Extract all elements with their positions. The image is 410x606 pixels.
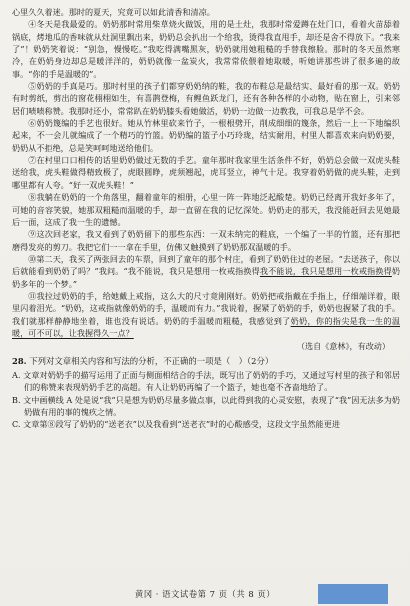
passage-paragraph-5: ⑤奶奶的手真是巧。那时村里的孩子们都穿奶奶纳的鞋，我的布鞋总是最结实、最好看的那一双。奶奶有时剪纸，剪出的窗花栩栩如生，有喜鹊登梅，有鲤鱼跃龙门，还有各种各样的小动物，贴在窗上，引来邻居们啧啧称赞。我那时还小，常常趴在奶奶膝头看她做活，奶奶一边做一边教我，可我总是学不会。: [12, 81, 400, 116]
paragraph-10-tail: 奶奶多年的一个梦。”: [12, 266, 400, 289]
passage-source: （选自《意林》，有改动）: [296, 341, 390, 352]
option-a: A. 文章对奶奶手的描写运用了正面与侧面相结合的手法，既写出了奶奶的手巧，又通过写村里的孩子和邻居们的称赞来表现奶奶手艺的高超。有人让奶奶再编了一个篮子，她也毫不吝啬地给了。: [12, 369, 400, 393]
option-b: B. 文中画横线 A 处是说“我”只是想为奶奶尽量多做点事，以此得到我的心灵安慰，表现了“我”因无法多为奶奶做有用的事的愧疚之情。: [12, 394, 400, 417]
passage-paragraph-6: ⑥奶奶篾编的手艺也很好。她从竹林里砍来竹子，一根根劈开，削成细细的篾条，然后一上一下地编织起来，不一会儿就编成了一个精巧的竹篮。奶奶编的篮子小巧玲珑，结实耐用，村里人都喜欢来向奶奶要，奶奶从不拒绝，总是笑呵呵地送给他们。: [12, 118, 400, 153]
underlined-sentence-b: 奶奶，你的指尖是我一生的温暖，可不可以，让我握得久一点？: [12, 315, 400, 338]
paragraph-11-text: ⑪我拉过奶奶的手，给她戴上戒指，这么大的尺寸竟刚刚好。奶奶把戒指戴在手指上，仔细端详着，眼里闪着泪光。“奶奶，这戒指就像奶奶的手，温暖而有力。”我说着，握紧了奶奶的手，奶奶也握紧了我的手。我们就那样静静地坐着，谁也没有说话。奶奶的手温暖而粗糙，我感觉到了: [12, 290, 400, 326]
question-number: 28.: [12, 356, 27, 367]
option-c: C. 文章第⑧段写了奶奶的“送老衣”以及我看到“送老衣”时的心酸感受，这段文字虽然能更进: [12, 419, 340, 430]
passage-paragraph-10: [12, 253, 400, 290]
underlined-sentence-a: 我不能说，我只是想用一枚戒指换得: [259, 266, 392, 277]
passage-paragraph-9: ⑨这次回老家，我又看到了奶奶留下的那些东西：一双未纳完的鞋底，一个编了一半的竹篮，还有那把磨得发亮的剪刀。我把它们一一拿在手里，仿佛又触摸到了奶奶那双温暖的手。: [12, 229, 400, 252]
question-28: [12, 355, 400, 369]
page-footer: 黄冈 · 语文试卷第 7 页（共 8 页）: [134, 589, 276, 599]
passage-paragraph-4: ④冬天是我最爱的。奶奶那时常用柴草烧火做饭，用的是土灶，我那时常爱蹲在灶门口，看着火苗舔着锅底，烤地瓜的香味就从灶洞里飘出来，奶奶总会扒出一个给我，烫得我直甩手，却还是舍不得放下。“我来了”！奶奶笑着说：“别急，慢慢吃。”我吃得满嘴黑灰，奶奶就用她粗糙的手替我擦脸。那时的冬天虽然寒冷，在奶奶身边却总是暖洋洋的，奶奶就像一盆炭火，我常常依偎着她取暖，听她讲那些讲了很多遍的故事。“你的手是温暖的”。: [12, 19, 400, 79]
passage-paragraph-11: [12, 290, 400, 339]
question-stem: 下列对文章相关内容和写法的分析，不正确的一项是（ ）（2分）: [29, 356, 274, 367]
blue-overlay-box: [318, 584, 388, 604]
passage-paragraph-8: ⑧我躺在奶奶的一个角落里，翻着童年的相册，心里一阵一阵地泛起酸楚。奶奶已经离开我好多年了，可她的音容笑貌，她那双粗糙而温暖的手，却一直留在我的记忆深处。奶奶走的那天，我没能赶回去见她最后一面，这成了我一生的遗憾。: [12, 192, 400, 227]
paragraph-10-text: ⑩第二天，我买了两张回去的车票，回到了童年的那个村庄，看到了奶奶住过的老屋。“去送孩子，你以后就能看到奶奶了吗？”我问。“我不能说，我只是想用一枚戒指换得: [12, 253, 400, 277]
passage-paragraph-0: 心里久久着迷。那时的夏天，究竟可以如此清香和清凉。: [12, 7, 215, 17]
passage-paragraph-7: ⑦在村里口口相传的话里奶奶做过无数的手艺。童年那时我家里生活条件不好，奶奶总会做一双虎头鞋送给我，虎头鞋做得精致极了，虎眼圆睁，虎须翘起，虎耳竖立，神气十足。我穿着奶奶做的虎头鞋，走到哪里都有人夸。“好一双虎头鞋！”: [12, 155, 400, 190]
